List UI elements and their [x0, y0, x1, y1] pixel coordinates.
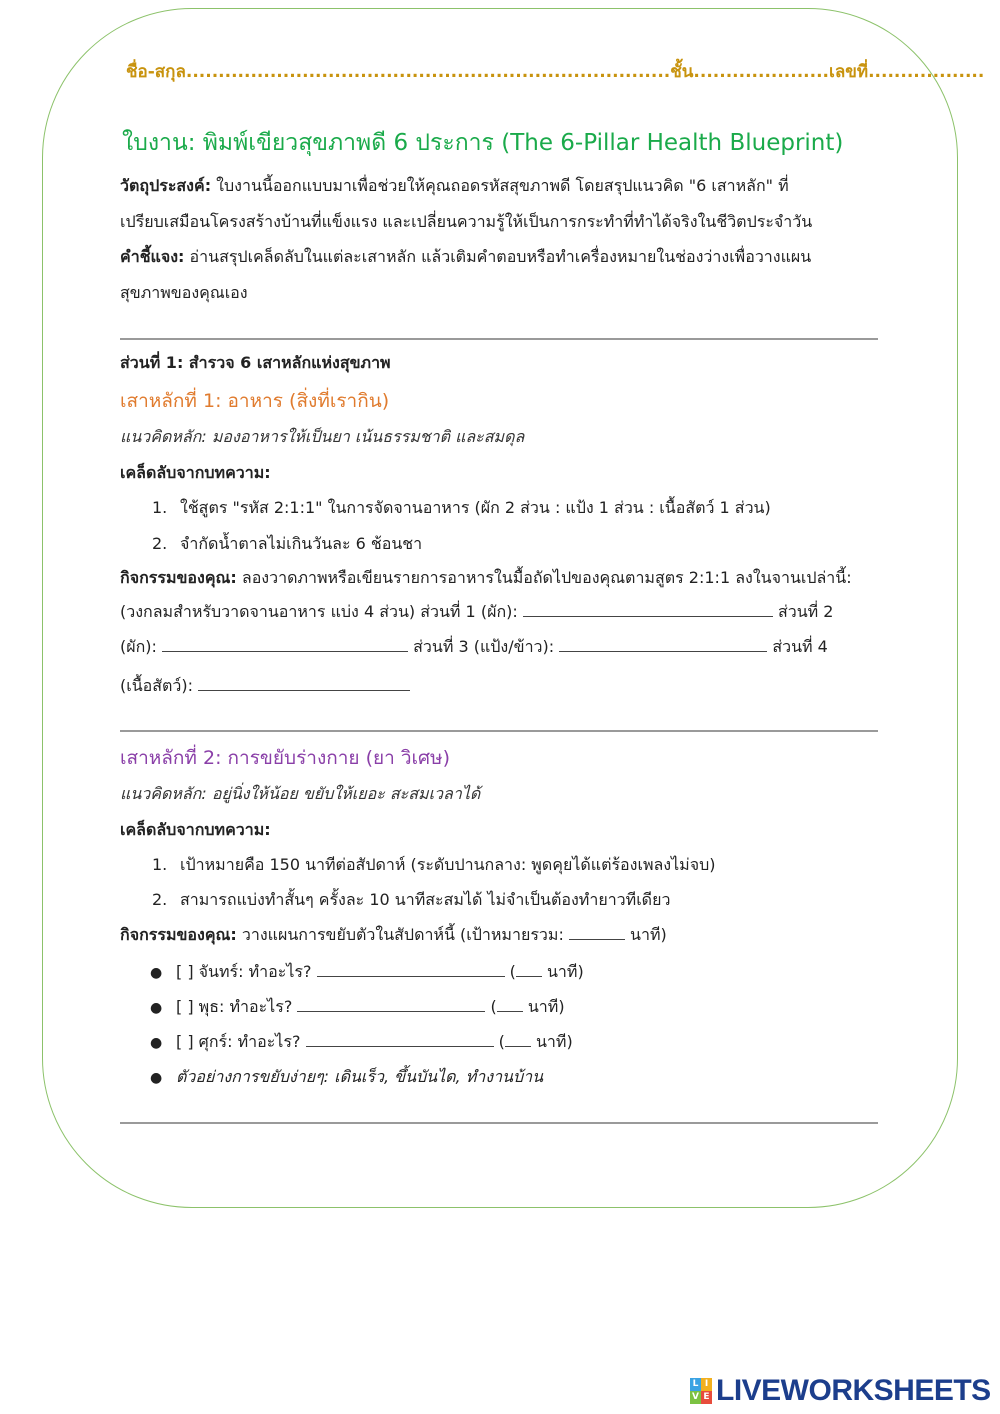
tip-text: เป้าหมายคือ 150 นาทีต่อสัปดาห์ (ระดับปานกลาง: พูดคุยได้แต่ร้องเพลงไม่จบ) — [180, 855, 716, 874]
plan-activity-blank[interactable] — [317, 962, 505, 977]
worksheet-title: ใบงาน: พิมพ์เขียวสุขภาพดี 6 ประการ (The 6-Pillar Health Blueprint) — [122, 130, 844, 156]
plan-minutes-blank[interactable] — [497, 997, 523, 1012]
plate-part-2-blank[interactable] — [162, 637, 408, 652]
activity-text: ลองวาดภาพหรือเขียนรายการอาหารในมื้อถัดไปของคุณตามสูตร 2:1:1 ลงในจานเปล่านี้: — [236, 568, 852, 587]
activity-label: กิจกรรมของคุณ: — [120, 568, 237, 587]
plan-minutes-blank[interactable] — [505, 1032, 531, 1047]
plan-item-monday — [150, 960, 584, 985]
tip-number: 1. — [152, 855, 168, 874]
logo-letter: E — [701, 1391, 712, 1404]
logo-letter: L — [690, 1378, 701, 1391]
plate-part-2-label: ส่วนที่ 2 — [777, 602, 834, 621]
activity-text: วางแผนการขยับตัวในสัปดาห์นี้ (เป้าหมายรวม: — [236, 925, 564, 944]
pillar-2-concept: แนวคิดหลัก: อยู่นิ่งให้น้อย ขยับให้เยอะ สะสมเวลาได้ — [120, 784, 481, 803]
logo-letter: I — [701, 1378, 712, 1391]
pillar-1-tip-2 — [152, 532, 422, 557]
plan-example — [150, 1065, 543, 1090]
plan-minutes-unit: นาที) — [546, 962, 584, 981]
pillar-2-tip-1 — [152, 853, 715, 878]
pillar-2-tips-label: เคล็ดลับจากบทความ: — [120, 820, 271, 839]
pillar-1-tips-label: เคล็ดลับจากบทความ: — [120, 463, 271, 482]
plate-part-3-label: ส่วนที่ 3 (แป้ง/ข้าว): — [413, 637, 555, 656]
objective-line-1 — [120, 168, 789, 204]
pillar-2-activity — [120, 917, 667, 953]
activity-label: กิจกรรมของคุณ: — [120, 925, 237, 944]
objective-line-2: เปรียบเสมือนโครงสร้างบ้านที่แข็งแรง และเปลี่ยนความรู้ให้เป็นการกระทำที่ทำได้จริงในชีวิตประจำวัน — [120, 212, 813, 231]
student-name-line: ชื่อ-สกุล...........................................................................ชั้น.....................เลขที่.................. — [126, 62, 985, 82]
liveworksheets-wordmark: LIVEWORKSHEETS — [716, 1374, 991, 1407]
plate-part-4-label-cont: (เนื้อสัตว์): — [120, 676, 194, 695]
bullet-icon: ● — [150, 1035, 163, 1051]
plan-activity-blank[interactable] — [306, 1032, 494, 1047]
tip-number: 2. — [152, 534, 168, 553]
tip-number: 2. — [152, 890, 168, 909]
instruction-text: อ่านสรุปเคล็ดลับในแต่ละเสาหลัก แล้วเติมคำตอบหรือทำเครื่องหมายในช่องว่างเพื่อวางแผน — [184, 247, 812, 266]
plate-part-4-blank[interactable] — [198, 676, 410, 691]
tip-text: จำกัดน้ำตาลไม่เกินวันละ 6 ช้อนชา — [180, 534, 423, 553]
plate-part-2-label-cont: (ผัก): — [120, 637, 157, 656]
plan-item-wednesday — [150, 995, 565, 1020]
objective-text: ใบงานนี้ออกแบบมาเพื่อช่วยให้คุณถอดรหัสสุขภาพดี โดยสรุปแนวคิด "6 เสาหลัก" ที่ — [211, 176, 789, 195]
plan-paren: ( — [498, 1032, 505, 1051]
divider — [120, 1122, 878, 1124]
instruction-line-1 — [120, 239, 811, 275]
pillar-2-tip-2 — [152, 888, 670, 913]
objective-label: วัตถุประสงค์: — [120, 176, 212, 195]
plan-example-text: ตัวอย่างการขยับง่ายๆ: เดินเร็ว, ขึ้นบันได, ทำงานบ้าน — [176, 1067, 544, 1086]
instruction-label: คำชี้แจง: — [120, 247, 185, 266]
plan-minutes-unit: นาที) — [527, 997, 565, 1016]
divider — [120, 730, 878, 732]
pillar-2-title: เสาหลักที่ 2: การขยับร่างกาย (ยา วิเศษ) — [120, 747, 450, 769]
tip-number: 1. — [152, 498, 168, 517]
plan-item-friday — [150, 1030, 573, 1055]
bullet-icon: ● — [150, 965, 163, 981]
plate-part-1-label: (วงกลมสำหรับวาดจานอาหาร แบ่ง 4 ส่วน) ส่วนที่ 1 (ผัก): — [120, 602, 518, 621]
plate-part-4-label: ส่วนที่ 4 — [772, 637, 828, 656]
bullet-icon: ● — [150, 1070, 163, 1086]
plan-day-label: [ ] พุธ: ทำอะไร? — [176, 997, 293, 1016]
plan-day-label: [ ] ศุกร์: ทำอะไร? — [176, 1032, 301, 1051]
pillar-1-tip-1 — [152, 496, 771, 521]
plate-part-1-blank[interactable] — [523, 602, 773, 617]
plan-paren: ( — [509, 962, 516, 981]
bullet-icon: ● — [150, 1000, 163, 1016]
liveworksheets-icon — [690, 1378, 712, 1404]
pillar-1-activity-line-3 — [120, 629, 828, 665]
plan-minutes-unit: นาที) — [535, 1032, 573, 1051]
plan-day-label: [ ] จันทร์: ทำอะไร? — [176, 962, 312, 981]
pillar-1-activity-line-4 — [120, 668, 410, 704]
section-1-heading: ส่วนที่ 1: สำรวจ 6 เสาหลักแห่งสุขภาพ — [120, 353, 391, 372]
divider — [120, 338, 878, 340]
instruction-line-2: สุขภาพของคุณเอง — [120, 283, 248, 302]
logo-letter: V — [690, 1391, 701, 1404]
pillar-1-activity — [120, 560, 852, 596]
tip-text: สามารถแบ่งทำสั้นๆ ครั้งละ 10 นาทีสะสมได้ ไม่จำเป็นต้องทำยาวทีเดียว — [180, 890, 671, 909]
pillar-1-activity-line-2 — [120, 594, 833, 630]
plan-minutes-blank[interactable] — [516, 962, 542, 977]
tip-text: ใช้สูตร "รหัส 2:1:1" ในการจัดจานอาหาร (ผัก 2 ส่วน : แป้ง 1 ส่วน : เนื้อสัตว์ 1 ส่วน) — [180, 498, 771, 517]
weekly-goal-blank[interactable] — [569, 925, 625, 940]
plate-part-3-blank[interactable] — [559, 637, 767, 652]
plan-paren: ( — [490, 997, 497, 1016]
weekly-goal-unit: นาที) — [630, 925, 667, 944]
plan-activity-blank[interactable] — [297, 997, 485, 1012]
pillar-1-concept: แนวคิดหลัก: มองอาหารให้เป็นยา เน้นธรรมชาติ และสมดุล — [120, 427, 525, 446]
pillar-1-title: เสาหลักที่ 1: อาหาร (สิ่งที่เรากิน) — [120, 390, 390, 412]
liveworksheets-logo[interactable] — [690, 1375, 991, 1407]
